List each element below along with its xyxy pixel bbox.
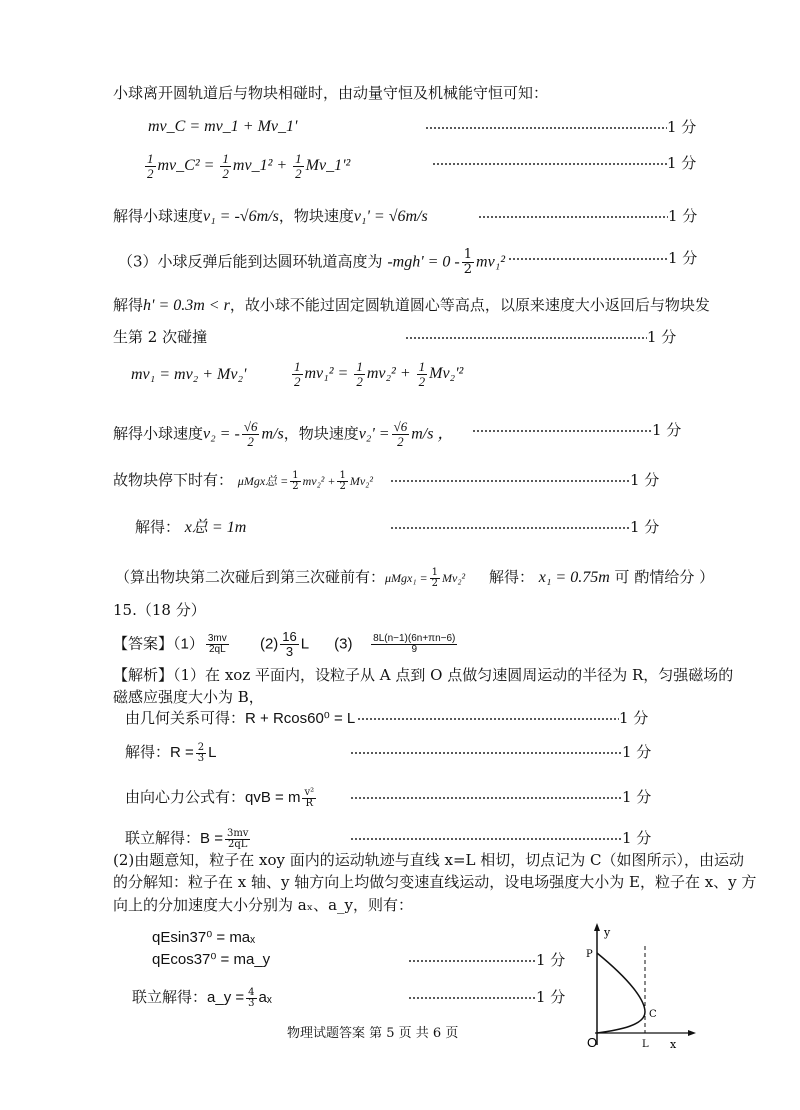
text-line: 由几何关系可得：R + Rcos60⁰ = L bbox=[125, 709, 356, 727]
score: 1 分 bbox=[630, 471, 660, 489]
text-line: (2)由题意知，粒子在 xoy 面内的运动轨迹与直线 x=L 相切，切点记为 C（如图所示），由运动 bbox=[113, 851, 745, 869]
text-line: 解得小球速度v₂ = - $\frac{√6}{2}$ m/s，物块速度v₂' = $\frac{√6}{2}$ m/s ， bbox=[113, 419, 454, 449]
leader-dots bbox=[390, 526, 630, 530]
leader-dots bbox=[425, 126, 667, 130]
text-line: 磁感应强度大小为 B， bbox=[113, 688, 264, 706]
answer-line: 【答案】（1） $\frac{3mv}{2qL}$ (2) $\frac{16}{3}$ L (3) $\frac{8L(n-1)(6n+\pi n-6)}{9}$ bbox=[113, 629, 456, 659]
score: 1 分 bbox=[652, 421, 682, 439]
question-number: 15.（18 分） bbox=[113, 601, 206, 619]
text-line: 向上的分加速度大小分别为 aₓ、a_y，则有： bbox=[113, 896, 413, 914]
label-c: C bbox=[649, 1009, 657, 1020]
text-line: 联立解得：a_y = $\frac{4}{3}$ aₓ bbox=[132, 986, 272, 1009]
score: 1 分 bbox=[647, 328, 677, 346]
text-line: 解得h' = 0.3m < r，故小球不能过固定圆轨道圆心等高点，以原来速度大小返回后与物块发 bbox=[113, 296, 710, 314]
x-arrow-icon bbox=[688, 1030, 696, 1036]
score: 1 分 bbox=[622, 829, 652, 847]
leader-dots bbox=[405, 336, 647, 340]
text-line: 生第 2 次碰撞 bbox=[113, 328, 208, 346]
label-l: L bbox=[642, 1039, 649, 1050]
score: 1 分 bbox=[536, 988, 566, 1006]
equation-energy-2: $\frac{1}{2}$ mv₁² = $\frac{1}{2}$ mv₂² + $\frac{1}{2}$ Mv₂'² bbox=[294, 359, 464, 389]
leader-dots bbox=[472, 429, 652, 433]
score: 1 分 bbox=[630, 518, 660, 536]
trajectory-curve bbox=[597, 953, 645, 1033]
y-arrow-icon bbox=[594, 923, 600, 931]
text-line: 【解析】（1）在 xoz 平面内，设粒子从 A 点到 O 点做匀速圆周运动的半径为 R，匀强磁场的 bbox=[113, 666, 734, 684]
text-line: 故物块停下时有： μMgx总 = $\frac{1}{2}$ mv₂² + $\frac{1}{2}$ Mv₂² bbox=[113, 469, 373, 492]
equation-energy: $\frac{1}{2}$ mv_C² = $\frac{1}{2}$ mv_1² + $\frac{1}{2}$ Mv_1'² bbox=[147, 151, 351, 181]
label-x: x bbox=[670, 1038, 677, 1050]
leader-dots bbox=[350, 751, 622, 755]
equation-momentum-2: mv₁ = mv₂ + Mv₂' bbox=[131, 366, 247, 383]
score: 1 分 bbox=[622, 788, 652, 806]
leader-dots bbox=[408, 959, 536, 963]
label-o: O bbox=[587, 1035, 598, 1050]
leader-dots bbox=[478, 215, 668, 219]
leader-dots bbox=[408, 996, 536, 1000]
equation-momentum: mv_C = mv_1 + Mv_1' bbox=[148, 118, 298, 135]
leader-dots bbox=[432, 162, 667, 166]
text-line: 的分解知：粒子在 x 轴、y 轴方向上均做匀变速直线运动，设电场强度大小为 E，粒子在 x、y 方 bbox=[113, 873, 757, 891]
score: 1 分 bbox=[668, 249, 698, 267]
text-line: 由向心力公式有：qvB = m $\frac{\text{v²}}{R}$ bbox=[125, 786, 315, 809]
text-line: 解得：R = $\frac{2}{3}$ L bbox=[125, 741, 217, 764]
text-line: （算出物块第二次碰后到第三次碰前有：μMgx₁ = $\frac{1}{2}$ Mv₂² 解得： x₁ = 0.75m 可 酌情给分 ） bbox=[115, 566, 715, 589]
leader-dots bbox=[350, 796, 622, 800]
text-line: 联立解得：B = $\frac{3mv}{2qL}$ bbox=[125, 827, 249, 850]
page-footer: 物理试题答案 第 5 页 共 6 页 bbox=[287, 1026, 459, 1041]
score: 1 分 bbox=[668, 207, 698, 225]
leader-dots bbox=[390, 479, 630, 483]
score: 1 分 bbox=[622, 743, 652, 761]
score: 1 分 bbox=[667, 154, 697, 172]
text-line: （3）小球反弹后能到达圆环轨道高度为 -mgh' = 0 - $\frac{1}{2}$ mv₁² bbox=[118, 247, 506, 277]
equation: qEsin37⁰ = maₓ bbox=[152, 929, 256, 946]
score: 1 分 bbox=[619, 709, 649, 727]
leader-dots bbox=[357, 717, 619, 721]
leader-dots bbox=[508, 257, 668, 261]
leader-dots bbox=[350, 837, 622, 841]
text-line: 小球离开圆轨道后与物块相碰时，由动量守恒及机械能守恒可知： bbox=[113, 84, 549, 102]
text-line: 解得小球速度v₁ = -√6m/s，物块速度v₁' = √6m/s bbox=[113, 207, 428, 225]
label-p: P bbox=[586, 949, 593, 960]
equation: qEcos37⁰ = ma_y bbox=[152, 951, 271, 968]
text-line: 解得： x总 = 1m bbox=[135, 518, 247, 536]
trajectory-diagram bbox=[560, 920, 700, 1050]
label-y: y bbox=[604, 926, 611, 939]
score: 1 分 bbox=[667, 118, 697, 136]
score: 1 分 bbox=[536, 951, 566, 969]
